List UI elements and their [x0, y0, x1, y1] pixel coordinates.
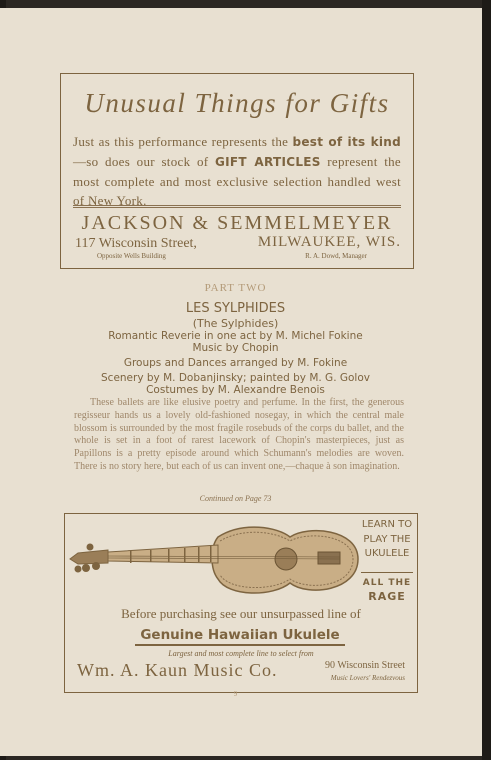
continued-note: Continued on Page 73: [199, 494, 272, 503]
tagline-line: UKULELE: [364, 548, 410, 559]
ad-intro: Before purchasing see our unsurpassed line of: [121, 606, 361, 621]
divider: [73, 205, 401, 206]
ballet-subtitle: (The Sylphides): [192, 317, 279, 330]
firm-address: 117 Wisconsin Street,: [75, 236, 197, 251]
credit-line: Romantic Reverie in one act by M. Michel Fokine: [108, 330, 363, 342]
program-page: [0, 8, 482, 756]
credit-line: Groups and Dances arranged by M. Fokine: [123, 357, 348, 369]
ad-body-emphasis: best of its kind: [292, 135, 401, 149]
credit-line: Music by Chopin: [192, 342, 279, 354]
firm-city: MILWAUKEE, WIS.: [257, 234, 401, 250]
music-company-address: 90 Wisconsin Street: [325, 660, 405, 671]
gift-advertisement: [60, 73, 414, 269]
ad-body-text: Just as this performance represents the: [73, 134, 293, 149]
tagline-line: RAGE: [368, 590, 406, 603]
tagline-line: ALL THE: [362, 578, 412, 588]
music-company-name: Wm. A. Kaun Music Co.: [77, 660, 278, 680]
music-company-slogan: Music Lovers' Rendezvous: [330, 674, 405, 682]
part-heading: PART TWO: [204, 282, 267, 294]
ad-body-text: —so does our stock of: [73, 154, 215, 169]
page-number: 9: [233, 690, 238, 698]
rage-tagline: [359, 577, 415, 603]
tagline-line: PLAY THE: [363, 533, 411, 545]
ad-headline: Genuine Hawaiian Ukulele: [135, 627, 345, 646]
address-note: Opposite Wells Building: [97, 252, 166, 260]
ukulele-illustration: [68, 519, 360, 599]
ad-tagline: Largest and most complete line to select from: [168, 649, 314, 658]
divider: [361, 572, 413, 573]
credit-line: Costumes by M. Alexandre Benois: [146, 384, 325, 396]
firm-name: JACKSON & SEMMELMEYER: [81, 212, 393, 234]
manager-note: R. A. Dowd, Manager: [305, 252, 367, 260]
page-edge: [482, 0, 491, 760]
ballet-title: LES SYLPHIDES: [185, 301, 286, 316]
ukulele-advertisement: [64, 513, 418, 693]
tagline-line: LEARN TO: [361, 519, 413, 530]
ad-body-text: represent the most complete and most exclusive selection handled west of New York.: [73, 154, 401, 208]
ad-body-emphasis: GIFT ARTICLES: [214, 155, 321, 169]
divider: [73, 207, 401, 208]
ad-title: Unusual Things for Gifts: [84, 88, 390, 118]
credit-line: Scenery by M. Dobanjinsky; painted by M. G. Golov: [101, 372, 370, 384]
description-paragraph: These ballets are like elusive poetry and perfume. In the first, the generous regisseur hands us a lovely old-fashioned nosegay, in which the central male blossom is surrounded by the most fragile rosebuds of the corps du ballet, and the whole is set in a foot of rarest lacework of Chopin's masterpieces, just as Papillons is a pretty episode around which Schumann's melodies are woven. There is no story here, but each of us can invent one,—chaque à son imagination.: [74, 397, 404, 472]
learn-tagline: [359, 518, 415, 562]
ad-body: [73, 132, 401, 210]
